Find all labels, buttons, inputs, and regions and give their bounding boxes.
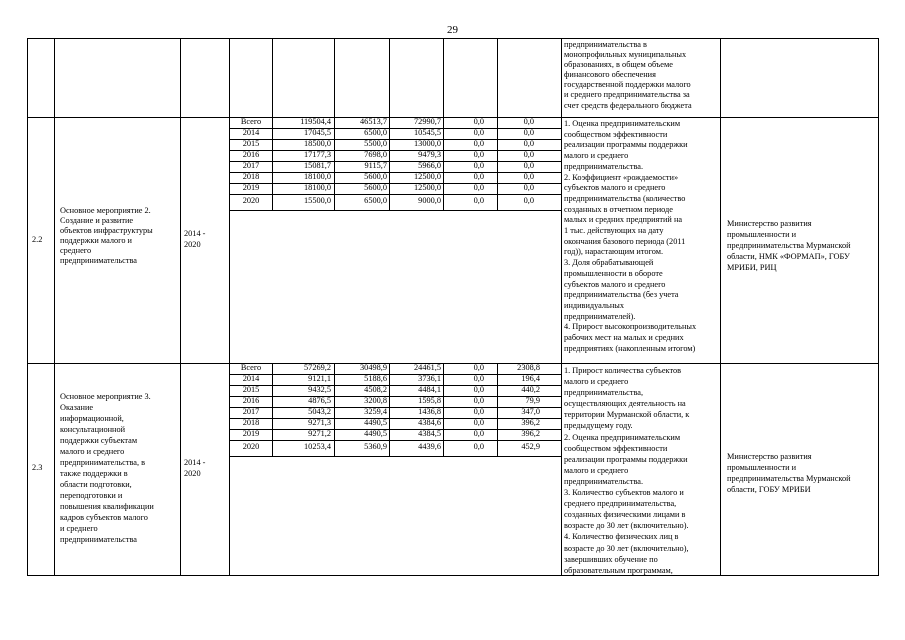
text-line: финансового обеспечения <box>564 70 656 80</box>
finance-local: 0,0 <box>473 196 484 205</box>
text-line: предыдущему году. <box>564 421 633 431</box>
text-line: МРИБИ, РИЦ <box>727 263 777 272</box>
finance-federal: 30498,9 <box>360 363 387 372</box>
text-line: 3. Количество субъектов малого и <box>564 488 684 498</box>
finance-other: 440,2 <box>521 385 540 394</box>
finance-total: 15500,0 <box>304 196 331 205</box>
period-start: 2014 - <box>184 458 206 467</box>
row-number: 2.2 <box>32 235 43 244</box>
finance-year: 2018 <box>242 172 260 181</box>
text-line: предпринимательства <box>60 256 137 266</box>
text-line: переподготовки и <box>60 491 123 500</box>
text-line: год)), нарастающим итогом. <box>564 247 664 257</box>
finance-year: 2016 <box>242 396 260 405</box>
period-end: 2020 <box>184 469 201 478</box>
text-line: субъектов малого и среднего <box>564 279 666 289</box>
finance-local: 0,0 <box>473 117 484 126</box>
text-line: 1. Оценка предпринимательским <box>564 119 681 128</box>
finance-year: 2015 <box>242 139 260 148</box>
finance-total: 119504,4 <box>300 117 331 126</box>
text-line: сообществом эффективности <box>564 129 668 139</box>
finance-federal: 3200,8 <box>364 396 387 405</box>
text-line: предпринимательства, в <box>60 458 146 467</box>
finance-local: 0,0 <box>473 363 484 372</box>
text-line: предпринимательства в <box>564 40 647 49</box>
finance-other: 0,0 <box>523 183 534 192</box>
finance-local: 0,0 <box>473 150 484 159</box>
finance-year: 2020 <box>242 196 260 205</box>
text-line: области подготовки, <box>60 480 132 489</box>
text-line: поддержки малого и <box>60 236 132 246</box>
finance-other: 0,0 <box>523 117 534 126</box>
finance-regional: 24461,5 <box>414 363 441 372</box>
text-line: предпринимательства <box>60 535 137 544</box>
finance-year: Всего <box>240 363 262 372</box>
executors <box>727 451 877 495</box>
finance-local: 0,0 <box>473 396 484 405</box>
text-line: предпринимательства (без учета <box>564 290 679 300</box>
finance-total: 15081,7 <box>304 161 331 170</box>
finance-local: 0,0 <box>473 418 484 427</box>
text-line: предпринимательства Мурманской <box>727 241 851 250</box>
text-line: также поддержки в <box>60 469 128 478</box>
finance-federal: 5600,0 <box>364 172 387 181</box>
text-line: поддержки субъектам <box>60 436 138 445</box>
finance-total: 9271,3 <box>308 418 331 427</box>
text-line: промышленности в обороте <box>564 268 663 278</box>
text-line: предпринимательства Мурманской <box>727 474 851 483</box>
continuation-indicators <box>564 40 718 111</box>
text-line: кадров субъектов малого <box>60 513 148 522</box>
finance-local: 0,0 <box>473 183 484 192</box>
text-line: субъектов малого и среднего <box>564 183 666 193</box>
finance-other: 2308,8 <box>517 363 540 372</box>
page-number: 29 <box>447 24 458 36</box>
text-line: малых и средних предприятий на <box>564 215 683 225</box>
finance-local: 0,0 <box>473 172 484 181</box>
text-line: среднего <box>60 246 92 256</box>
text-line: малого и среднего <box>60 447 125 456</box>
period <box>184 228 205 250</box>
text-line: предпринимателей). <box>564 311 636 321</box>
text-line: территории Мурманской области, к <box>564 410 690 420</box>
text-line: 4. Количество физических лиц в <box>564 532 679 542</box>
text-line: 2. Коэффициент «рождаемости» <box>564 172 679 182</box>
finance-total: 9271,2 <box>308 429 331 438</box>
text-line: Министерство развития <box>727 452 812 461</box>
text-line: счет средств федерального бюджета <box>564 100 692 110</box>
text-line: созданных физическими лицами в <box>564 510 686 520</box>
finance-federal: 5188,6 <box>364 374 387 383</box>
finance-year: 2015 <box>242 385 260 394</box>
finance-other: 452,9 <box>521 442 540 451</box>
finance-total: 18100,0 <box>304 183 331 192</box>
target-indicators <box>564 365 719 576</box>
text-line: 3. Доля обрабатывающей <box>564 258 654 268</box>
finance-federal: 4490,5 <box>364 429 387 438</box>
text-line: промышленности и <box>727 230 797 239</box>
finance-total: 5043,2 <box>308 407 331 416</box>
finance-total: 4876,5 <box>308 396 331 405</box>
finance-federal: 3259,4 <box>364 407 387 416</box>
finance-year: 2019 <box>242 429 260 438</box>
finance-year: 2017 <box>242 407 260 416</box>
text-line: Оказание <box>60 403 94 412</box>
text-line: 2. Оценка предпринимательским <box>564 432 681 442</box>
finance-federal: 5500,0 <box>364 139 387 148</box>
finance-total: 9121,1 <box>308 374 331 383</box>
text-line: 1. Прирост количества субъектов <box>564 366 682 375</box>
finance-federal: 7698,0 <box>364 150 387 159</box>
target-indicators <box>564 119 719 354</box>
finance-local: 0,0 <box>473 161 484 170</box>
finance-federal: 46513,7 <box>360 117 387 126</box>
finance-regional: 9000,0 <box>418 196 441 205</box>
finance-local: 0,0 <box>473 429 484 438</box>
text-line: Министерство развития <box>727 219 812 228</box>
finance-other: 79,9 <box>525 396 540 405</box>
text-line: малого и среднего <box>564 465 629 475</box>
text-line: Основное мероприятие 2. <box>60 206 151 215</box>
text-line: промышленности и <box>727 463 797 472</box>
text-line: возрасте до 30 лет (включительно). <box>564 521 689 531</box>
finance-total: 9432,5 <box>308 385 331 394</box>
finance-regional: 5966,0 <box>418 161 441 170</box>
period-start: 2014 - <box>184 229 206 238</box>
text-line: области, ГОБУ МРИБИ <box>727 485 811 494</box>
finance-local: 0,0 <box>473 139 484 148</box>
text-line: повышения квалификации <box>60 502 154 511</box>
text-line: сообществом эффективности <box>564 443 668 453</box>
text-line: предприятиях (накопленным итогом) <box>564 343 696 353</box>
text-line: предпринимательства, <box>564 388 644 398</box>
text-line: и среднего предпринимательства за <box>564 90 690 100</box>
finance-year: 2014 <box>242 128 260 137</box>
finance-regional: 13000,0 <box>414 139 441 148</box>
text-line: образовательным программам, <box>564 565 673 575</box>
finance-year: 2017 <box>242 161 260 170</box>
finance-total: 18500,0 <box>304 139 331 148</box>
text-line: осуществляющих деятельность на <box>564 399 686 409</box>
finance-total: 18100,0 <box>304 172 331 181</box>
finance-federal: 5600,0 <box>364 183 387 192</box>
finance-other: 347,0 <box>521 407 540 416</box>
row-number: 2.3 <box>32 463 43 472</box>
text-line: индивидуальных <box>564 300 625 310</box>
finance-other: 396,2 <box>521 429 540 438</box>
text-line: консультационной <box>60 425 126 434</box>
text-line: рабочих мест на малых и средних <box>564 333 684 343</box>
text-line: предпринимательства. <box>564 161 644 171</box>
text-line: предпринимательства. <box>564 476 644 486</box>
text-line: реализации программы поддержки <box>564 140 688 150</box>
measure-name <box>60 206 178 267</box>
finance-total: 10253,4 <box>304 442 331 451</box>
finance-year: 2018 <box>242 418 260 427</box>
measure-name <box>60 391 178 545</box>
finance-other: 0,0 <box>523 172 534 181</box>
finance-year: 2014 <box>242 374 260 383</box>
period <box>184 457 205 479</box>
finance-year: 2020 <box>242 442 260 451</box>
finance-regional: 1595,8 <box>418 396 441 405</box>
text-line: 4. Прирост высокопроизводительных <box>564 322 697 332</box>
text-line: информационной, <box>60 414 124 423</box>
text-line: объектов инфраструктуры <box>60 226 153 236</box>
text-line: окончания базового периода (2011 <box>564 236 686 246</box>
finance-other: 0,0 <box>523 161 534 170</box>
finance-regional: 3736,1 <box>418 374 441 383</box>
finance-federal: 9115,7 <box>364 161 387 170</box>
text-line: завершивших обучение по <box>564 554 658 564</box>
finance-year: 2019 <box>242 183 260 192</box>
finance-other: 0,0 <box>523 150 534 159</box>
text-line: малого и среднего <box>564 377 629 387</box>
finance-local: 0,0 <box>473 407 484 416</box>
text-line: среднего предпринимательства, <box>564 499 677 509</box>
finance-other: 0,0 <box>523 139 534 148</box>
text-line: монопрофильных муниципальных <box>564 50 687 60</box>
text-line: и среднего <box>60 524 98 533</box>
text-line: малого и среднего <box>564 151 629 161</box>
finance-regional: 72990,7 <box>414 117 441 126</box>
finance-total: 17045,5 <box>304 128 331 137</box>
text-line: области, НМК «ФОРМАП», ГОБУ <box>727 252 850 261</box>
finance-regional: 4384,5 <box>418 429 441 438</box>
finance-regional: 4384,6 <box>418 418 441 427</box>
finance-federal: 5360,9 <box>364 442 387 451</box>
finance-regional: 9479,3 <box>418 150 441 159</box>
finance-total: 57269,2 <box>304 363 331 372</box>
finance-regional: 4484,1 <box>418 385 441 394</box>
finance-local: 0,0 <box>473 374 484 383</box>
text-line: Создание и развитие <box>60 216 134 226</box>
finance-federal: 6500,0 <box>364 128 387 137</box>
text-line: Основное мероприятие 3. <box>60 392 151 401</box>
text-line: образованиях, в общем объеме <box>564 60 673 70</box>
finance-local: 0,0 <box>473 385 484 394</box>
finance-total: 17177,3 <box>304 150 331 159</box>
finance-other: 396,2 <box>521 418 540 427</box>
finance-other: 0,0 <box>523 128 534 137</box>
finance-year: Всего <box>240 117 262 126</box>
finance-local: 0,0 <box>473 128 484 137</box>
executors <box>727 218 877 273</box>
finance-other: 0,0 <box>523 196 534 205</box>
finance-federal: 4508,2 <box>364 385 387 394</box>
finance-regional: 4439,6 <box>418 442 441 451</box>
finance-regional: 12500,0 <box>414 183 441 192</box>
text-line: 1 тыс. действующих на дату <box>564 226 664 236</box>
text-line: реализации программы поддержки <box>564 454 688 464</box>
finance-regional: 1436,8 <box>418 407 441 416</box>
text-line: созданных в отчетном периоде <box>564 204 673 214</box>
finance-regional: 10545,5 <box>414 128 441 137</box>
finance-other: 196,4 <box>521 374 540 383</box>
text-line: государственной поддержки малого <box>564 80 691 90</box>
finance-local: 0,0 <box>473 442 484 451</box>
text-line: предпринимательства (количество <box>564 193 686 203</box>
period-end: 2020 <box>184 240 201 249</box>
finance-regional: 12500,0 <box>414 172 441 181</box>
finance-year: 2016 <box>242 150 260 159</box>
finance-federal: 6500,0 <box>364 196 387 205</box>
finance-federal: 4490,5 <box>364 418 387 427</box>
text-line: возрасте до 30 лет (включительно), <box>564 543 689 553</box>
